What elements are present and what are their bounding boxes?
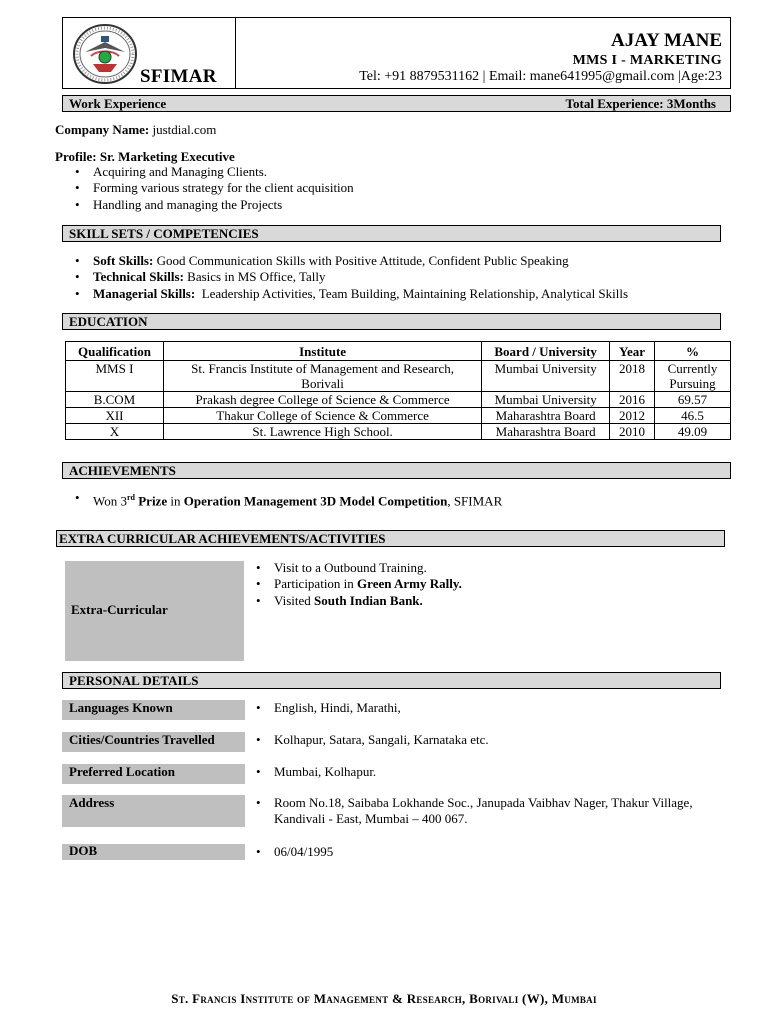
candidate-name: AJAY MANE: [610, 30, 722, 51]
education-bar: [62, 313, 721, 330]
table-cell: Prakash degree College of Science & Commerce: [163, 392, 481, 408]
candidate-program: MMS I - MARKETING: [572, 53, 722, 68]
table-row: [66, 361, 731, 392]
extra-curricular-list: [248, 560, 462, 609]
logo-cell: [63, 18, 236, 88]
column-header: Board / University: [482, 342, 610, 361]
table-cell: 69.57: [655, 392, 731, 408]
table-cell: X: [66, 424, 164, 440]
address-label: Address: [62, 795, 245, 827]
dob-label: DOB: [62, 844, 245, 860]
skills-bar: [62, 225, 721, 242]
table-cell: Maharashtra Board: [482, 424, 610, 440]
location-label: Preferred Location: [62, 764, 245, 784]
skill-label: Managerial Skills:: [93, 285, 196, 301]
address-line: Room No.18, Saibaba Lokhande Soc., Janupada Vaibhav Nager, Thakur Village,: [274, 795, 693, 810]
list-item: • Acquiring and Managing Clients.: [67, 164, 354, 180]
list-item: • Handling and managing the Projects: [67, 197, 354, 213]
cell-text: Borivali: [301, 376, 344, 391]
cell-text: St. Francis Institute of Management and Research,: [191, 361, 454, 376]
list-item: • 06/04/1995: [248, 844, 333, 860]
education-title: EDUCATION: [69, 314, 148, 329]
table-cell: 46.5: [655, 408, 731, 424]
table-cell: 2018: [610, 361, 655, 392]
work-experience-bar: [62, 95, 731, 112]
address-line: Kandivali - East, Mumbai – 400 067.: [274, 811, 468, 827]
total-experience: Total Experience: 3Months: [565, 96, 716, 111]
skills-title: SKILL SETS / COMPETENCIES: [69, 226, 259, 241]
achievements-list: [67, 490, 502, 510]
table-cell: [655, 361, 731, 392]
personal-details-title: PERSONAL DETAILS: [69, 673, 199, 688]
table-cell: 2012: [610, 408, 655, 424]
cities-value: [248, 732, 489, 748]
languages-value: [248, 700, 401, 716]
dob-value: [248, 844, 333, 860]
list-item: • Mumbai, Kolhapur.: [248, 764, 376, 780]
list-item: [67, 286, 628, 302]
table-cell: [163, 361, 481, 392]
list-item: [67, 253, 628, 269]
table-cell: Mumbai University: [482, 392, 610, 408]
institute-logo-icon: [71, 22, 139, 86]
activity-text: Participation in: [274, 576, 358, 592]
table-header-row: [66, 342, 731, 361]
list-item: • English, Hindi, Marathi,: [248, 700, 401, 716]
company-label: Company Name:: [55, 122, 150, 137]
skill-text: Basics in MS Office, Tally: [187, 269, 326, 285]
footer-text: St. Francis Institute of Management & Research, Borivali (W), Mumbai: [171, 991, 597, 1006]
table-cell: XII: [66, 408, 164, 424]
achievement-text: in: [170, 493, 181, 509]
activity-bold: South Indian Bank.: [314, 592, 423, 608]
list-item: [248, 576, 462, 592]
table-cell: Mumbai University: [482, 361, 610, 392]
extra-curricular-label: Extra-Curricular: [65, 561, 244, 661]
skill-text: Leadership Activities, Team Building, Maintaining Relationship, Analytical Skills: [201, 285, 629, 301]
achievement-text: Won 3: [93, 493, 127, 509]
list-item: [248, 593, 462, 609]
cell-text: Currently: [667, 361, 718, 376]
personal-details-bar: [62, 672, 721, 689]
table-cell: 2016: [610, 392, 655, 408]
ordinal-suffix: rd: [126, 493, 135, 502]
table-cell: B.COM: [66, 392, 164, 408]
skill-label: Soft Skills:: [93, 253, 154, 268]
table-cell: Maharashtra Board: [482, 408, 610, 424]
skill-text: Good Communication Skills with Positive Attitude, Confident Public Speaking: [156, 253, 569, 268]
list-item: [67, 490, 502, 510]
table-cell: St. Lawrence High School.: [163, 424, 481, 440]
company-line: [55, 122, 216, 138]
cities-label: Cities/Countries Travelled: [62, 732, 245, 752]
list-item: [248, 795, 693, 828]
extra-curricular-bar: [56, 530, 725, 547]
address-value: [248, 795, 693, 828]
activity-bold: Green Army Rally.: [357, 576, 462, 592]
table-cell: Thakur College of Science & Commerce: [163, 408, 481, 424]
table-cell: MMS I: [66, 361, 164, 392]
company-name: justdial.com: [152, 122, 217, 137]
list-item: • Forming various strategy for the client acquisition: [67, 180, 354, 196]
column-header: Institute: [163, 342, 481, 361]
activity-text: Visited: [274, 592, 315, 608]
candidate-contact: Tel: +91 8879531162 | Email: mane641995@gmail.com |Age:23: [359, 69, 722, 84]
column-header: %: [655, 342, 731, 361]
achievement-bold: Prize: [138, 493, 168, 509]
table-row: [66, 408, 731, 424]
education-table: [65, 341, 731, 440]
list-item: • Visit to a Outbound Training.: [248, 560, 462, 576]
languages-label: Languages Known: [62, 700, 245, 720]
footer-institute: [0, 991, 768, 1007]
work-experience-title: Work Experience: [69, 96, 167, 111]
column-header: Year: [610, 342, 655, 361]
achievements-title: ACHIEVEMENTS: [69, 463, 176, 478]
work-duties-list: [67, 164, 354, 213]
list-item: • Kolhapur, Satara, Sangali, Karnataka etc.: [248, 732, 489, 748]
location-value: [248, 764, 376, 780]
list-item: [67, 269, 628, 285]
table-row: [66, 424, 731, 440]
profile-line: Profile: Sr. Marketing Executive: [55, 149, 235, 164]
competition-name: Operation Management 3D Model Competition: [183, 493, 448, 509]
skill-label: Technical Skills:: [93, 269, 184, 285]
skills-list: [67, 253, 628, 302]
column-header: Qualification: [66, 342, 164, 361]
table-row: [66, 392, 731, 408]
table-cell: 2010: [610, 424, 655, 440]
cell-text: Pursuing: [669, 376, 716, 391]
achievements-bar: [62, 462, 731, 479]
resume-header: [62, 17, 731, 89]
org-short-name: SFIMAR: [140, 66, 217, 87]
achievement-org: , SFIMAR: [447, 493, 503, 509]
table-cell: 49.09: [655, 424, 731, 440]
extra-curricular-title: EXTRA CURRICULAR ACHIEVEMENTS/ACTIVITIES: [59, 531, 386, 546]
